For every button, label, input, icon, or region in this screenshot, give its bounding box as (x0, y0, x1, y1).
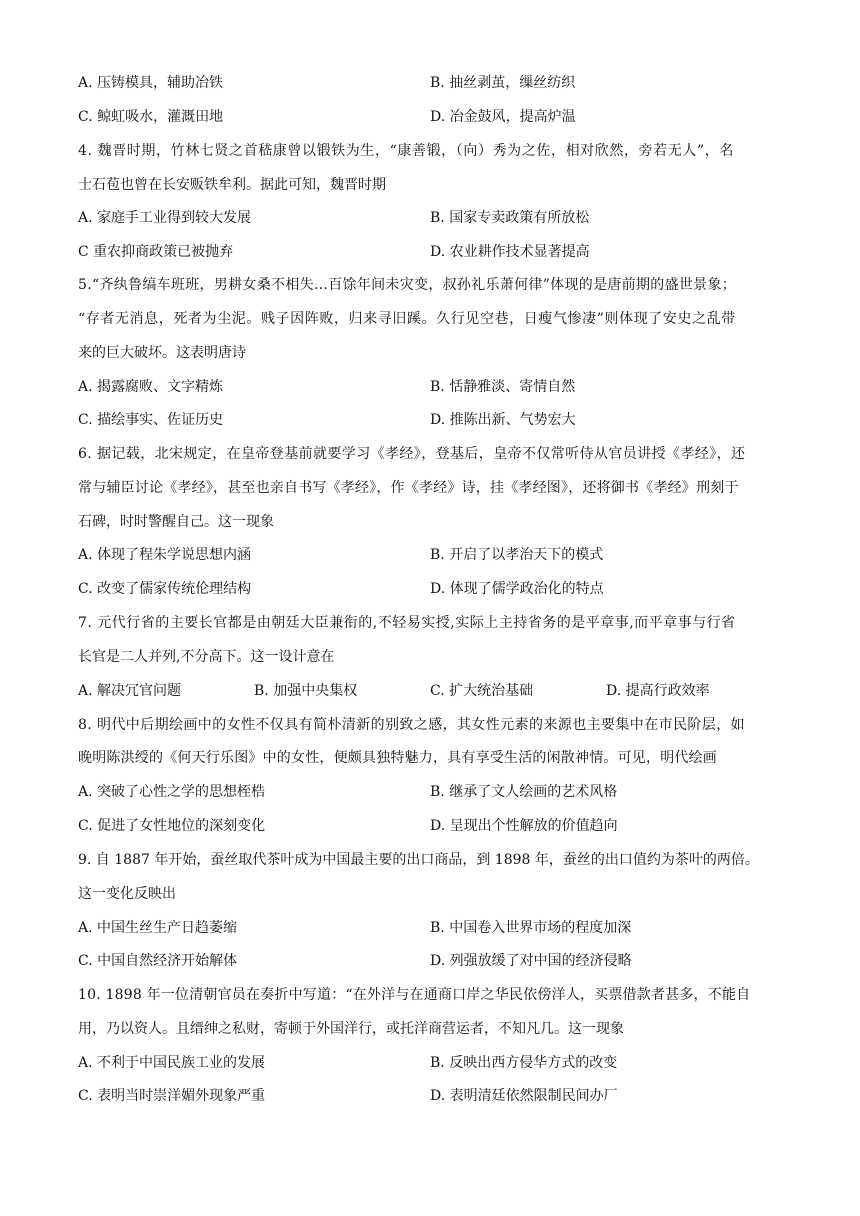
q10-stem-line-2: 用，乃以资人。且缙绅之私财，寄顿于外国洋行，或托洋商营运者，不知凡几。这一现象 (78, 1021, 624, 1037)
q9-stem-line-1: 9. 自 1887 年开始，蚕丝取代茶叶成为中国最主要的出口商品，到 1898 年，蚕丝的出口值约为茶叶的两倍。 (78, 852, 759, 868)
q4-stem-line-1: 4. 魏晋时期，竹林七贤之首嵇康曾以锻铁为生，“康善锻，（向）秀为之佐，相对欣然，旁若无人”，名 (78, 143, 734, 159)
q4-option-a: A. 家庭手工业得到较大发展 (78, 210, 252, 226)
q8-option-b: B. 继承了文人绘画的艺术风格 (430, 784, 618, 800)
q9-option-a: A. 中国生丝生产日趋萎缩 (78, 920, 238, 936)
q6-option-c: C. 改变了儒家传统伦理结构 (78, 581, 252, 597)
q9-option-b: B. 中国卷入世界市场的程度加深 (430, 920, 632, 936)
q3-option-b: B. 抽丝剥茧，缫丝纺织 (430, 75, 576, 91)
q3-option-a: A. 压铸模具，辅助冶铁 (78, 75, 224, 91)
q5-option-c: C. 描绘事实、佐证历史 (78, 412, 224, 428)
q10-option-a: A. 不利于中国民族工业的发展 (78, 1055, 266, 1071)
q8-option-d: D. 呈现出个性解放的价值趋向 (430, 818, 618, 834)
q7-option-c: C. 扩大统治基础 (430, 683, 534, 699)
q6-option-d: D. 体现了儒学政治化的特点 (430, 581, 604, 597)
q5-option-a: A. 揭露腐败、文字精炼 (78, 379, 224, 395)
q9-stem-line-2: 这一变化反映出 (78, 886, 176, 902)
q8-option-c: C. 促进了女性地位的深刻变化 (78, 818, 266, 834)
q7-stem-line-1: 7. 元代行省的主要长官都是由朝廷大臣兼衔的,不轻易实授,实际上主持省务的是平章事,而平章事与行省 (78, 615, 736, 631)
q6-stem-line-1: 6. 据记载，北宋规定，在皇帝登基前就要学习《孝经》，登基后，皇帝不仅常听侍从官员讲授《孝经》，还 (78, 446, 746, 462)
q5-option-d: D. 推陈出新、气势宏大 (430, 412, 576, 428)
q3-option-d: D. 冶金鼓风，提高炉温 (430, 109, 576, 125)
q10-option-c: C. 表明当时崇洋媚外现象严重 (78, 1088, 266, 1104)
q7-option-a: A. 解决冗官问题 (78, 683, 182, 699)
q6-option-b: B. 开启了以孝治天下的模式 (430, 547, 604, 563)
q4-option-b: B. 国家专卖政策有所放松 (430, 210, 590, 226)
q7-option-d: D. 提高行政效率 (606, 683, 710, 699)
q8-stem-line-1: 8. 明代中后期绘画中的女性不仅具有简朴清新的别致之感，其女性元素的来源也主要集中在市民阶层，如 (78, 717, 746, 733)
q10-option-b: B. 反映出西方侵华方式的改变 (430, 1055, 618, 1071)
q6-option-a: A. 体现了程朱学说思想内涵 (78, 547, 252, 563)
q5-stem-line-3: 来的巨大破坏。这表明唐诗 (78, 345, 246, 361)
q10-stem-line-1: 10. 1898 年一位清朝官员在奏折中写道：“在外洋与在通商口岸之华民依傍洋人，买票借款者甚多，不能自 (78, 987, 751, 1003)
q8-stem-line-2: 晚明陈洪绶的《何天行乐图》中的女性，便颇具独特魅力，具有享受生活的闲散神情。可见，明代绘画 (78, 750, 717, 766)
q6-stem-line-2: 常与辅臣讨论《孝经》，甚至也亲自书写《孝经》，作《孝经》诗，挂《孝经图》，还将御书《孝经》刑刻于 (78, 480, 739, 496)
q5-option-b: B. 恬静雅淡、寄情自然 (430, 379, 576, 395)
q9-option-c: C. 中国自然经济开始解体 (78, 953, 238, 969)
q4-option-c: C 重农抑商政策已被抛弃 (78, 244, 234, 260)
q8-option-a: A. 突破了心性之学的思想桎梏 (78, 784, 266, 800)
q3-option-c: C. 鲸虹吸水，灌溉田地 (78, 109, 224, 125)
q6-stem-line-3: 石碑，时时警醒自己。这一现象 (78, 514, 274, 530)
q7-option-b: B. 加强中央集权 (254, 683, 358, 699)
q4-option-d: D. 农业耕作技术显著提高 (430, 244, 590, 260)
q5-stem-line-2: “存者无消息，死者为尘泥。贱子因阵败，归来寻旧蹊。久行见空巷，日瘦气惨凄”则体现了安史之乱带 (78, 311, 736, 327)
q10-option-d: D. 表明清廷依然限制民间办厂 (430, 1088, 618, 1104)
q5-stem-line-1: 5.“齐纨鲁缟车班班，男耕女桑不相失…百馀年间未灾变，叔孙礼乐萧何律”体现的是唐前期的盛世景象； (78, 277, 737, 293)
q7-stem-line-2: 长官是二人并列,不分高下。这一设计意在 (78, 649, 335, 665)
q4-stem-line-2: 士石苞也曾在长安贩铁牟利。据此可知，魏晋时期 (78, 177, 386, 193)
q9-option-d: D. 列强放缓了对中国的经济侵略 (430, 953, 632, 969)
